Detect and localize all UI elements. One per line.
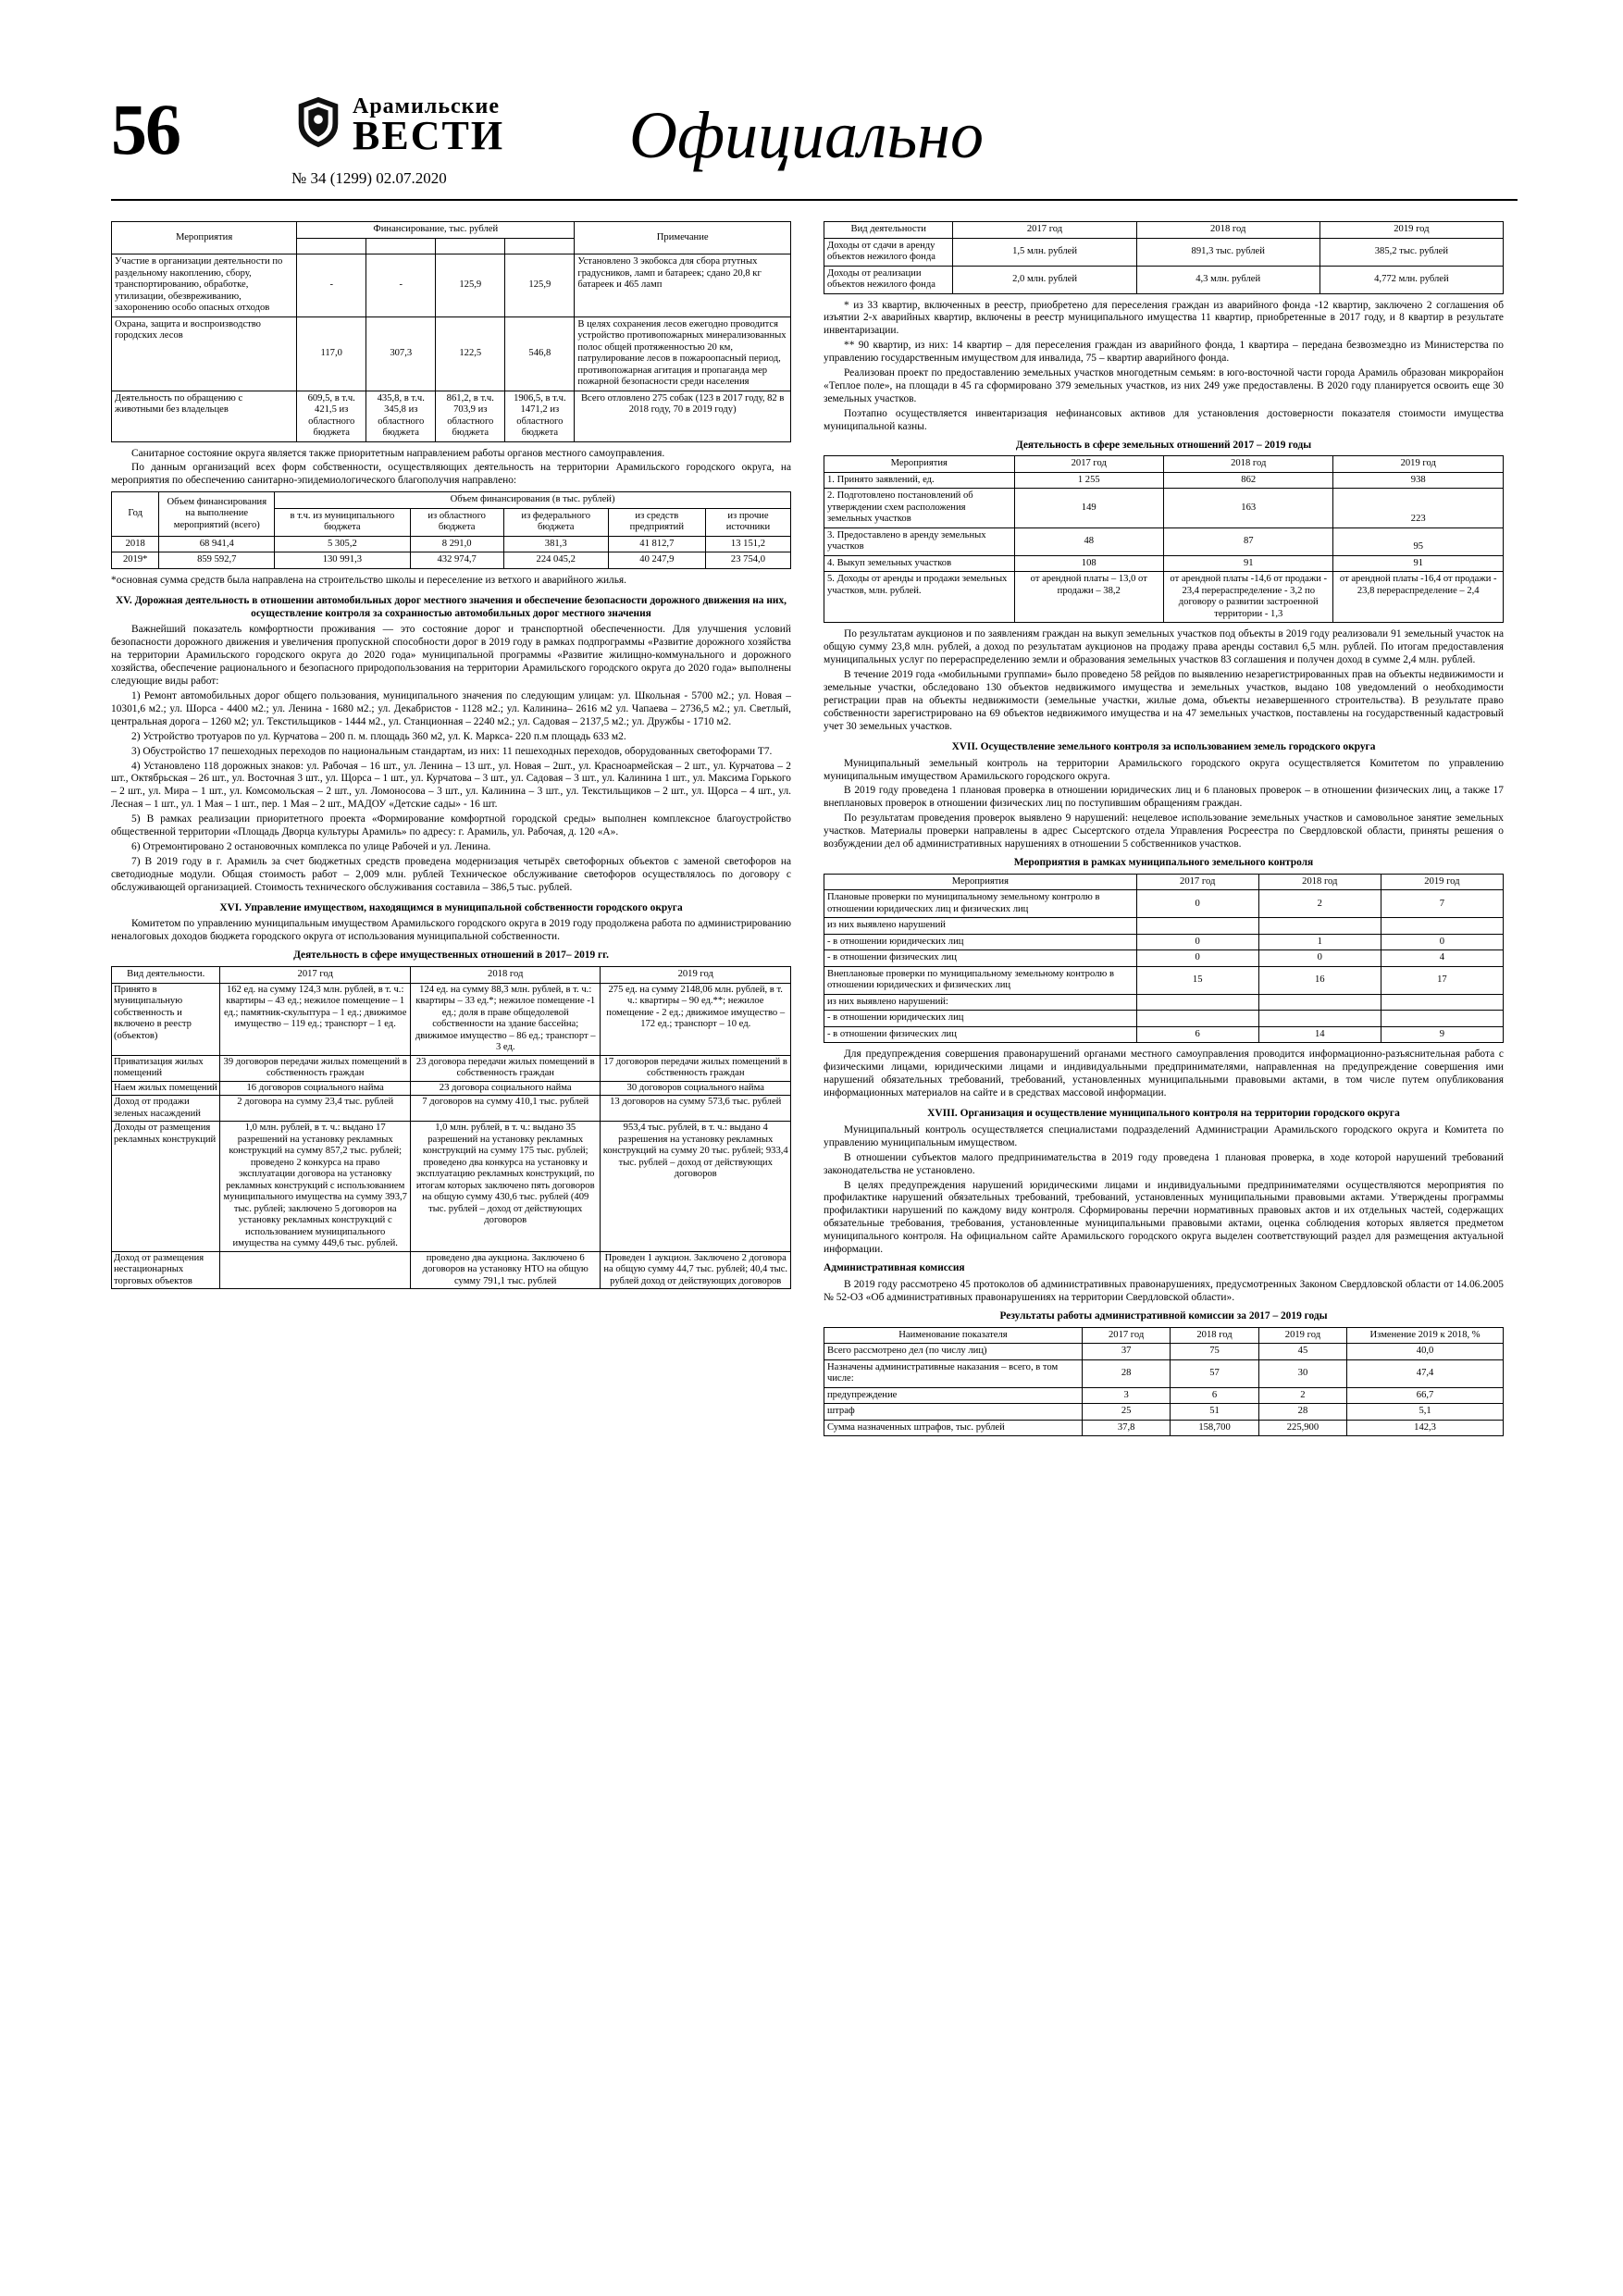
table-row: [824, 918, 1504, 935]
col-header-indicator: Наименование показателя: [824, 1327, 1083, 1344]
cell-value: 28: [1082, 1359, 1170, 1387]
table-row: [824, 890, 1504, 918]
cell-value: 91: [1333, 555, 1504, 572]
cell-value: 125,9: [436, 254, 505, 317]
cell-value: 13 151,2: [705, 536, 790, 552]
section-heading-xv: XV. Дорожная деятельность в отношении автомобильных дорог местного значения и обеспечение безопасности дорожного движения на них, осуществление контроля за сохранностью автомобильных дорог местного значения: [115, 594, 787, 619]
cell-value: [1258, 994, 1381, 1011]
col-header-breakdown: Объем финансирования (в тыс. рублей): [275, 492, 791, 509]
table-row: [112, 983, 791, 1055]
cell-value: 953,4 тыс. рублей, в т. ч.: выдано 4 разрешения на установку рекламных конструкций на сумму 20 тыс. рублей; 933,4 тыс. рублей – доход от действующих договоров: [601, 1122, 791, 1252]
footnote: *основная сумма средств была направлена на строительство школы и переселение из ветхого и аварийного жилья.: [111, 574, 627, 586]
activity-name: Доходы от размещения рекламных конструкций: [112, 1122, 220, 1252]
cell-value: 91: [1163, 555, 1333, 572]
cell-value: 68 941,4: [159, 536, 275, 552]
cell-value: 2 договора на сумму 23,4 тыс. рублей: [220, 1096, 411, 1122]
table-row: [824, 934, 1504, 950]
cell-value: 2,0 млн. рублей: [953, 266, 1136, 293]
col-header-measures: Мероприятия: [112, 222, 297, 254]
coat-of-arms-icon: [291, 95, 345, 149]
cell-note: В целях сохранения лесов ежегодно проводится устройство противопожарных минерализованных полос общей протяженностью 20 км, патрулирование лесов в пожароопасный период, противопожарная агитация и пропаганда мер пожарной безопасности среди населения: [575, 316, 791, 391]
cell-value: 37,8: [1082, 1420, 1170, 1436]
cell-value: 39 договоров передачи жилых помещений в собственность граждан: [220, 1055, 411, 1081]
col-header-regional: из областного бюджета: [410, 508, 503, 536]
table-row: [824, 1387, 1504, 1404]
logo-line-1: Арамильские: [353, 94, 500, 118]
cell-value: 125,9: [505, 254, 575, 317]
col-header-measures: Мероприятия: [824, 456, 1015, 473]
section-heading-xviii: XVIII. Организация и осуществление муниципального контроля на территории городского округа: [927, 1108, 1400, 1119]
measure-name: - в отношении физических лиц: [824, 950, 1137, 967]
table-row: [824, 1404, 1504, 1421]
paragraph: 3) Обустройство 17 пешеходных переходов по национальным стандартам, из них: 11 пешеходных переходов, оборудованных светофорами Т7.: [131, 745, 773, 757]
heading-admin-commission: Административная комиссия: [824, 1261, 965, 1273]
paragraph: * из 33 квартир, включенных в реестр, приобретено для переселения граждан из аварийного фонда -12 квартир, заключено 2 соглашения об изъятии 2-х аварийных квартир, включены в реестр муниципального имущества 11 квартир, приобретенные в 2017 году, и 8 квартир в результате инвентаризации.: [824, 299, 1504, 337]
cell-value: 162 ед. на сумму 124,3 млн. рублей, в т. ч.: квартиры – 43 ед.; нежилое помещение – 1 ед.; памятник-скульптура – 1 ед.; движимое имущество – 119 ед.; транспорт – 1 ед.: [220, 983, 411, 1055]
paragraph: 1) Ремонт автомобильных дорог общего пользования, муниципального значения по следующим улицам: ул. Школьная - 5700 м2.; ул. Новая – 10301,6 м2.; ул. Шорса - 4400 м2.; ул. Ленина - 1680 м2.; ул. Декабристов - 1128 м2.; ул. Калинина– 2616 м2 ул. Чапаева – 2736,5 м2.; ул. Светлый, центральная дорога – 1260 м2; ул. Текстильщиков - 1444 м2., ул. Станционная – 2240 м2.; ул. Садовая – 2137,5 м2.; ул. Дружбы - 1710 м2.: [111, 689, 791, 727]
cell-value: 7: [1381, 890, 1503, 918]
table-row: [824, 966, 1504, 994]
cell-value: 40,0: [1347, 1344, 1504, 1360]
cell-value: 117,0: [297, 316, 366, 391]
cell-value: 7 договоров на сумму 410,1 тыс. рублей: [410, 1096, 601, 1122]
paragraph: 2) Устройство тротуаров по ул. Курчатова – 200 п. м. площадь 360 м2, ул. К. Маркса- 220 п.м площадь 633 м2.: [131, 730, 626, 742]
table-sanitary-financing: [111, 491, 791, 569]
col-header-financing: Финансирование, тыс. рублей: [297, 222, 575, 239]
cell-value: 15: [1136, 966, 1258, 994]
paragraph: 7) В 2019 году в г. Арамиль за счет бюджетных средств проведена модернизация четырёх светофорных объектов с заменой светофоров на светодиодные модули. Общая стоимость работ – 2,009 млн. рублей Техническое обслуживание светофоров осуществлялось по договору с обслуживающей организацией. Стоимость технического обслуживания составила – 386,5 тыс. рублей.: [111, 855, 791, 893]
cell-value: [1381, 1011, 1503, 1027]
paragraph: По результатам аукционов и по заявлениям граждан на выкуп земельных участков под объекты в 2019 году реализовали 91 земельный участок на общую сумму 23,8 млн. рублей, а доход по результатам аукционов на продажу права аренды составил 6,5 млн. рублей. По итогам предоставления муниципальных услуг по перераспределению земли и образования земельных участков 83 соглашения и получен доход в сумме 2,4 млн. рублей.: [824, 628, 1504, 666]
cell-value: 2019*: [112, 552, 159, 569]
table-caption-admin-results: Результаты работы административной комиссии за 2017 – 2019 годы: [999, 1309, 1328, 1322]
paragraph: Санитарное состояние округа является также приоритетным направлением работы органов местного самоуправления.: [131, 447, 665, 459]
cell-value: 1906,5, в т.ч. 1471,2 из областного бюджета: [505, 391, 575, 441]
table-environment-measures: [111, 221, 791, 442]
issue-info: № 34 (1299) 02.07.2020: [291, 169, 447, 187]
table-row: [112, 1081, 791, 1096]
col-header-2019: 2019 год: [1381, 874, 1503, 890]
cell-value: 23 754,0: [705, 552, 790, 569]
cell-value: 30 договоров социального найма: [601, 1081, 791, 1096]
col-header-measures: Мероприятия: [824, 874, 1137, 890]
cell-value: 1: [1258, 934, 1381, 950]
cell-value: 47,4: [1347, 1359, 1504, 1387]
cell-value: 2: [1258, 1387, 1346, 1404]
activity-name: Доходы от реализации объектов нежилого фонда: [824, 266, 953, 293]
indicator-name: Назначены административные наказания – всего, в том числе:: [824, 1359, 1083, 1387]
cell-value: [1381, 918, 1503, 935]
paragraph: Муниципальный контроль осуществляется специалистами подразделений Администрации Арамильского городского округа и Комитета по управлению муниципальным имуществом.: [824, 1123, 1504, 1148]
cell-value: 435,8, в т.ч. 345,8 из областного бюджета: [366, 391, 436, 441]
cell-value: 124 ед. на сумму 88,3 млн. рублей, в т. ч.: квартиры – 33 ед.*; нежилое помещение -1 ед.; доля в праве общедолевой собственности на здание бассейна; движимое имущество – 86 ед.; транспорт – 3 ед.: [410, 983, 601, 1055]
col-header-2018: 2018 год: [1258, 874, 1381, 890]
cell-value: 17 договоров передачи жилых помещений в собственность граждан: [601, 1055, 791, 1081]
cell-value: 4,772 млн. рублей: [1319, 266, 1503, 293]
table-row: [112, 254, 791, 317]
cell-value: [1136, 1011, 1258, 1027]
cell-value: 14: [1258, 1026, 1381, 1043]
cell-value: 25: [1082, 1404, 1170, 1421]
cell-value: 51: [1171, 1404, 1258, 1421]
table-row: [112, 391, 791, 441]
indicator-name: штраф: [824, 1404, 1083, 1421]
paragraph: 4) Установлено 118 дорожных знаков: ул. Рабочая – 16 шт., ул. Ленина – 13 шт., ул. Новая – 2шт., ул. Красноармейская – 2 шт., ул. Курчатова – 2 шт., Октябрьская – 26 шт., ул. Восточная 3 шт., ул. Щорса – 1 шт., ул. Курчатова – 3 шт., ул. Садовая – 3 шт., ул. Калинина 1 шт., ул. Максима Горького – 2 шт., ул. Мира – 1 шт., ул. Комсомольская – 2 шт., ул. Ломоносова – 3 шт., ул. Калинина – 3 шт., ул. Текстильщиков – 2 шт., ул. Щорса – 4 шт., ул. Лесная – 1 шт., ул. 1 Мая – 1 шт., пер. 1 Мая – 2 шт., МАДОУ «Детские сады» - 16 шт.: [111, 760, 791, 811]
cell-value: от арендной платы -14,6 от продажи - 23,4 перераспределение - 3,2 по договору о развитии застроенной территории - 1,3: [1163, 572, 1333, 623]
cell-value: 223: [1333, 489, 1504, 528]
col-header-other: из прочие источники: [705, 508, 790, 536]
paragraph: В течение 2019 года «мобильными группами» было проведено 58 рейдов по выявлению незарегистрированных прав на объекты недвижимости и земельные участки, обследовано 130 объектов недвижимого имущества и земельных участков, выдано 108 уведомлений о необходимости регистрации прав на объекты недвижимости (земельные участки, жилые дома, объекты незавершенного строительства). В результате право собственности зарегистрировано на 69 объектов недвижимого имущества и на 47 земельных участков, поставлены на государственный кадастровый учет 30 земельных участков.: [824, 669, 1504, 732]
cell-value: 130 991,3: [275, 552, 410, 569]
activity-name: Доход от размещения нестационарных торговых объектов: [112, 1251, 220, 1289]
col-header-total: Объем финансирования на выполнение мероприятий (всего): [159, 492, 275, 537]
cell-value: 5,1: [1347, 1404, 1504, 1421]
indicator-name: предупреждение: [824, 1387, 1083, 1404]
cell-value: 75: [1171, 1344, 1258, 1360]
cell-value: 2018: [112, 536, 159, 552]
table-row: [824, 1344, 1504, 1360]
header-divider: [111, 199, 1518, 201]
cell-value: [1136, 994, 1258, 1011]
cell-value: -: [297, 254, 366, 317]
indicator-name: Сумма назначенных штрафов, тыс. рублей: [824, 1420, 1083, 1436]
table-row: [112, 1251, 791, 1289]
paragraph: В отношении субъектов малого предпринимательства в 2019 году проведена 1 плановая проверка, в ходе которой нарушений требований законодательства не установлено.: [824, 1151, 1504, 1176]
col-header-municipal: в т.ч. из муниципального бюджета: [275, 508, 410, 536]
paragraph: По результатам проведения проверок выявлено 9 нарушений: нецелевое использование земельных участков и самовольное занятие земельных участков. Материалы проверки направлены в адрес Сысертского отдела Управления Росреестра по Свердловской области, приняты решения о возбуждении дел об административных нарушениях в отношении 5 собственников участков.: [824, 813, 1504, 850]
paragraph: Важнейший показатель комфортности проживания — это состояние дорог и транспортной обеспеченности. Для улучшения условий безопасности дорожного движения и увеличения пропускной способности дорог в 2019 году в рамках подпрограммы «Развитие дорожного хозяйства на территории Арамильского городского округа до 2020 года» муниципальной программы «Развитие жилищно-коммунального и дорожного хозяйства, обеспечение рационального и безопасного природопользования на территории Арамильского городского округа до 2020 года» выполнены следующие виды работ:: [111, 624, 791, 688]
cell-value: 28: [1258, 1404, 1346, 1421]
cell-value: 122,5: [436, 316, 505, 391]
table-row: [824, 994, 1504, 1011]
measure-name: - в отношении физических лиц: [824, 1026, 1137, 1043]
cell-value: 859 592,7: [159, 552, 275, 569]
cell-value: 45: [1258, 1344, 1346, 1360]
measure-name: 5. Доходы от аренды и продажи земельных участков, млн. рублей.: [824, 572, 1015, 623]
table-row: [824, 266, 1504, 293]
table-nonresidential-income: [824, 221, 1504, 294]
cell-value: 0: [1258, 950, 1381, 967]
activity-name: Приватизация жилых помещений: [112, 1055, 220, 1081]
table-admin-commission-results: [824, 1327, 1504, 1437]
table-row: [824, 1420, 1504, 1436]
page-number: 56: [111, 89, 180, 169]
table-row: [112, 1122, 791, 1252]
cell-value: 158,700: [1171, 1420, 1258, 1436]
cell-value: 17: [1381, 966, 1503, 994]
section-heading-xvi: XVI. Управление имуществом, находящимся в муниципальной собственности городского округа: [219, 901, 683, 913]
measure-name: 3. Предоставлено в аренду земельных участков: [824, 527, 1015, 555]
col-header-2017: 2017 год: [220, 967, 411, 984]
cell-value: 16 договоров социального найма: [220, 1081, 411, 1096]
cell-value: [1258, 1011, 1381, 1027]
cell-value: 0: [1136, 890, 1258, 918]
paragraph: В 2019 году рассмотрено 45 протоколов об административных правонарушениях, предусмотренных Законом Свердловской области от 14.06.2005 № 52-ОЗ «Об административных правонарушениях на территории Свердловской области».: [824, 1278, 1504, 1303]
col-header-2019: 2019 год: [601, 967, 791, 984]
col-header-activity: Вид деятельности.: [112, 967, 220, 984]
cell-value: 57: [1171, 1359, 1258, 1387]
cell-value: 6: [1171, 1387, 1258, 1404]
paragraph: Для предупреждения совершения правонарушений органами местного самоуправления проводится информационно-разъяснительная работа с физическими лицами, юридическими лицами и индивидуальными предпринимателями, направленная на предупреждение совершения ими нарушений обязательных требований, требований, установленных муниципальными правовыми актами, в том числе путем опубликования информационных материалов на сайте и в средствах массовой информации.: [824, 1049, 1504, 1099]
table-row: [824, 1011, 1504, 1027]
table-row: [112, 536, 791, 552]
activity-name: Доход от продажи зеленых насаждений: [112, 1096, 220, 1122]
cell-value: 6: [1136, 1026, 1258, 1043]
cell-value: [1258, 918, 1381, 935]
paragraph: ** 90 квартир, из них: 14 квартир – для переселения граждан из аварийного фонда, 1 квартира – передана безвозмездно из Министерства по управлению государственным имуществом для инвалида, 75 – квартир аварийного фонда.: [824, 340, 1504, 365]
cell-note: Установлено 3 экобокса для сбора ртутных градусников, ламп и батареек; сдано 20,8 кг батареек и 465 ламп: [575, 254, 791, 317]
cell-value: 891,3 тыс. рублей: [1136, 238, 1319, 266]
table-row: [112, 1055, 791, 1081]
table-caption-land-control: Мероприятия в рамках муниципального земельного контроля: [1013, 856, 1314, 868]
cell-value: 3: [1082, 1387, 1170, 1404]
cell-value: 149: [1014, 489, 1163, 528]
cell-value: проведено два аукциона. Заключено 6 договоров на установку НТО на общую сумму 791,1 тыс. рублей: [410, 1251, 601, 1289]
cell-value: 23 договора передачи жилых помещений в собственность граждан: [410, 1055, 601, 1081]
cell-value: от арендной платы -16,4 от продажи - 23,8 перераспределение – 2,4: [1333, 572, 1504, 623]
paragraph: 5) В рамках реализации приоритетного проекта «Формирование комфортной городской среды» выполнен комплексное благоустройство общественной территории «Площадь Дворца культуры Арамиль» по адресу: г. Арамиль, ул. Рабочая, д. 120 «А».: [111, 813, 791, 838]
col-header-2017: 2017 год: [953, 222, 1136, 239]
paragraph: 6) Отремонтировано 2 остановочных комплекса по улице Рабочей и ул. Ленина.: [131, 840, 491, 852]
cell-value: Проведен 1 аукцион. Заключено 2 договора на общую сумму 44,7 тыс. рублей; 40,4 тыс. рублей доход от действующих договоров: [601, 1251, 791, 1289]
cell-value: 2: [1258, 890, 1381, 918]
measure-name: 4. Выкуп земельных участков: [824, 555, 1015, 572]
measure-name: Внеплановые проверки по муниципальному земельному контролю в отношении юридических и физических лиц: [824, 966, 1137, 994]
table-property-activity: [111, 966, 791, 1289]
activity-name: Наем жилых помещений: [112, 1081, 220, 1096]
publication-logo: [291, 95, 504, 156]
measure-name: 1. Принято заявлений, ед.: [824, 472, 1015, 489]
cell-value: 95: [1333, 527, 1504, 555]
activity-name: Принято в муниципальную собственность и включено в реестр (объектов): [112, 983, 220, 1055]
measure-name: из них выявлено нарушений:: [824, 994, 1137, 1011]
table-caption-property: Деятельность в сфере имущественных отношений в 2017– 2019 гг.: [293, 949, 609, 962]
cell-value: 861,2, в т.ч. 703,9 из областного бюджета: [436, 391, 505, 441]
col-header-federal: из федерального бюджета: [503, 508, 608, 536]
cell-value: 108: [1014, 555, 1163, 572]
col-header-2017: 2017 год: [1136, 874, 1258, 890]
cell-value: 30: [1258, 1359, 1346, 1387]
cell-value: -: [366, 254, 436, 317]
table-row: [824, 527, 1504, 555]
col-header-2019: 2019 год: [1333, 456, 1504, 473]
col-header-activity: Вид деятельности: [824, 222, 953, 239]
cell-value: 48: [1014, 527, 1163, 555]
cell-value: 142,3: [1347, 1420, 1504, 1436]
cell-value: [1136, 918, 1258, 935]
col-header-2017: 2017 год: [1014, 456, 1163, 473]
col-header-2019: 2019 год: [1258, 1327, 1346, 1344]
table-row: [112, 552, 791, 569]
measure-name: - в отношении юридических лиц: [824, 934, 1137, 950]
cell-value: 163: [1163, 489, 1333, 528]
cell-value: 37: [1082, 1344, 1170, 1360]
table-land-relations: [824, 455, 1504, 623]
measure-name: Деятельность по обращению с животными без владельцев: [112, 391, 297, 441]
paragraph: Поэтапно осуществляется инвентаризация нефинансовых активов для установления достоверности показателя стоимости имущества муниципальной казны.: [824, 407, 1504, 432]
cell-value: 41 812,7: [608, 536, 705, 552]
table-row: [824, 1026, 1504, 1043]
col-header-year: Год: [112, 492, 159, 537]
cell-value: 1,0 млн. рублей, в т. ч.: выдано 17 разрешений на установку рекламных конструкций на сумму 857,2 тыс. рублей; проведено 2 конкурса на право эксплуатации договора на установку рекламных конструкций с использованием муниципального имущества на сумму 393,7 тыс. рублей; заключено 5 договоров на установку рекламных конструкций с использованием муниципального имущества на сумму 449,6 тыс. рублей.: [220, 1122, 411, 1252]
cell-value: 225,900: [1258, 1420, 1346, 1436]
paragraph: По данным организаций всех форм собственности, осуществляющих деятельность на территории Арамильского городского округа, на мероприятия по обеспечению санитарно-эпидемиологического благополучия направлено:: [111, 462, 791, 487]
table-row: [824, 238, 1504, 266]
cell-value: 16: [1258, 966, 1381, 994]
cell-value: 23 договора социального найма: [410, 1081, 601, 1096]
measure-name: Охрана, защита и воспроизводство городских лесов: [112, 316, 297, 391]
paragraph: В целях предупреждения нарушений юридическими лицами и индивидуальными предпринимателями осуществляются мероприятия по профилактике нарушений обязательных требований, требований, установленных муниципальными правовыми актами. Утверждены программы профилактики нарушений по каждому виду контроля. Сформированы перечни нормативных правовых актов и их отдельных частей, содержащих обязательные требования, требования, установленные муниципальными правовыми актами, оценка соблюдения которых является предметом муниципального контроля. На официальном сайте Арамильского городского округа выделен соответствующий раздел для размещения актуальной информации.: [824, 1179, 1504, 1256]
cell-value: 0: [1381, 934, 1503, 950]
cell-value: 546,8: [505, 316, 575, 391]
measure-name: Плановые проверки по муниципальному земельному контролю в отношении юридических лиц и физических лиц: [824, 890, 1137, 918]
section-title: Официально: [629, 98, 984, 172]
table-land-control: [824, 874, 1504, 1044]
cell-note: Всего отловлено 275 собак (123 в 2017 году, 82 в 2018 году, 70 в 2019 году): [575, 391, 791, 441]
cell-value: 381,3: [503, 536, 608, 552]
col-header-change: Изменение 2019 к 2018, %: [1347, 1327, 1504, 1344]
table-row: [824, 572, 1504, 623]
cell-value: 0: [1136, 950, 1258, 967]
cell-value: 307,3: [366, 316, 436, 391]
cell-value: 40 247,9: [608, 552, 705, 569]
col-header-2018: 2018 год: [1171, 1327, 1258, 1344]
cell-value: 385,2 тыс. рублей: [1319, 238, 1503, 266]
right-column: [824, 217, 1504, 1442]
table-caption-land: Деятельность в сфере земельных отношений 2017 – 2019 годы: [1015, 439, 1312, 451]
masthead: [111, 88, 1518, 194]
table-row: [824, 489, 1504, 528]
cell-value: 1 255: [1014, 472, 1163, 489]
table-row: [824, 1359, 1504, 1387]
cell-value: от арендной платы – 13,0 от продажи – 38,2: [1014, 572, 1163, 623]
indicator-name: Всего рассмотрено дел (по числу лиц): [824, 1344, 1083, 1360]
cell-value: 5 305,2: [275, 536, 410, 552]
col-header-2017: 2017 год: [1082, 1327, 1170, 1344]
section-heading-xvii: XVII. Осуществление земельного контроля за использованием земель городского округа: [951, 740, 1376, 752]
left-column: [111, 217, 791, 1295]
col-header-enterprises: из средств предприятий: [608, 508, 705, 536]
cell-value: 4,3 млн. рублей: [1136, 266, 1319, 293]
cell-value: 87: [1163, 527, 1333, 555]
col-header-2019: 2019 год: [1319, 222, 1503, 239]
cell-value: 8 291,0: [410, 536, 503, 552]
cell-value: 862: [1163, 472, 1333, 489]
measure-name: 2. Подготовлено постановлений об утверждении схем расположения земельных участков: [824, 489, 1015, 528]
cell-value: 609,5, в т.ч. 421,5 из областного бюджета: [297, 391, 366, 441]
paragraph: В 2019 году проведена 1 плановая проверка в отношении юридических лиц и 6 плановых проверок – в отношении физических лиц, а также 17 внеплановых проверок в отношении физических лиц по поступившим обращениям граждан.: [824, 785, 1504, 810]
cell-value: 66,7: [1347, 1387, 1504, 1404]
cell-value: 224 045,2: [503, 552, 608, 569]
cell-value: 1,5 млн. рублей: [953, 238, 1136, 266]
col-header-note: Примечание: [575, 222, 791, 254]
cell-value: 275 ед. на сумму 2148,06 млн. рублей, в т. ч.: квартиры – 90 ед.**; нежилое помещение - 2 ед.; движимое имущество – 172 ед.; транспорт – 10 ед.: [601, 983, 791, 1055]
cell-value: 4: [1381, 950, 1503, 967]
cell-value: 432 974,7: [410, 552, 503, 569]
col-header-2018: 2018 год: [1136, 222, 1319, 239]
table-row: [824, 555, 1504, 572]
cell-value: 938: [1333, 472, 1504, 489]
measure-name: из них выявлено нарушений: [824, 918, 1137, 935]
cell-value: 13 договоров на сумму 573,6 тыс. рублей: [601, 1096, 791, 1122]
paragraph: Реализован проект по предоставлению земельных участков многодетным семьям: в юго-восточной части города Арамиль образован микрорайон «Теплое поле», на площади в 45 га сформировано 379 земельных участков, из них 249 уже предоставлены. В 2020 году планируется освоить еще 30 земельных участков.: [824, 367, 1504, 404]
cell-value: 0: [1136, 934, 1258, 950]
col-header-2018: 2018 год: [410, 967, 601, 984]
table-row: [112, 316, 791, 391]
measure-name: - в отношении юридических лиц: [824, 1011, 1137, 1027]
paragraph: Муниципальный земельный контроль на территории Арамильского городского округа осуществляется Комитетом по управлению муниципальным имуществом Арамильского городского округа.: [824, 757, 1504, 782]
table-row: [824, 472, 1504, 489]
paragraph: Комитетом по управлению муниципальным имуществом Арамильского городского округа в 2019 году продолжена работа по администрированию неналоговых доходов бюджета городского округа от использования муниципальной собственности.: [111, 918, 791, 943]
table-row: [112, 1096, 791, 1122]
table-row: [824, 950, 1504, 967]
cell-value: [220, 1251, 411, 1289]
cell-value: 9: [1381, 1026, 1503, 1043]
cell-value: [1381, 994, 1503, 1011]
activity-name: Доходы от сдачи в аренду объектов нежилого фонда: [824, 238, 953, 266]
col-header-2018: 2018 год: [1163, 456, 1333, 473]
cell-value: 1,0 млн. рублей, в т. ч.: выдано 35 разрешений на установку рекламных конструкций на сумму 175 тыс. рублей; проведено два конкурса на установку и эксплуатацию рекламных конструкций, по итогам которых заключено пять договоров на общую сумму 430,6 тыс. рублей (409 тыс. рублей – доход от действующих договоров: [410, 1122, 601, 1252]
measure-name: Участие в организации деятельности по раздельному накоплению, сбору, транспортированию, обработке, утилизации, обезвреживанию, захоронению особо опасных отходов: [112, 254, 297, 317]
logo-line-2: ВЕСТИ: [353, 113, 505, 158]
